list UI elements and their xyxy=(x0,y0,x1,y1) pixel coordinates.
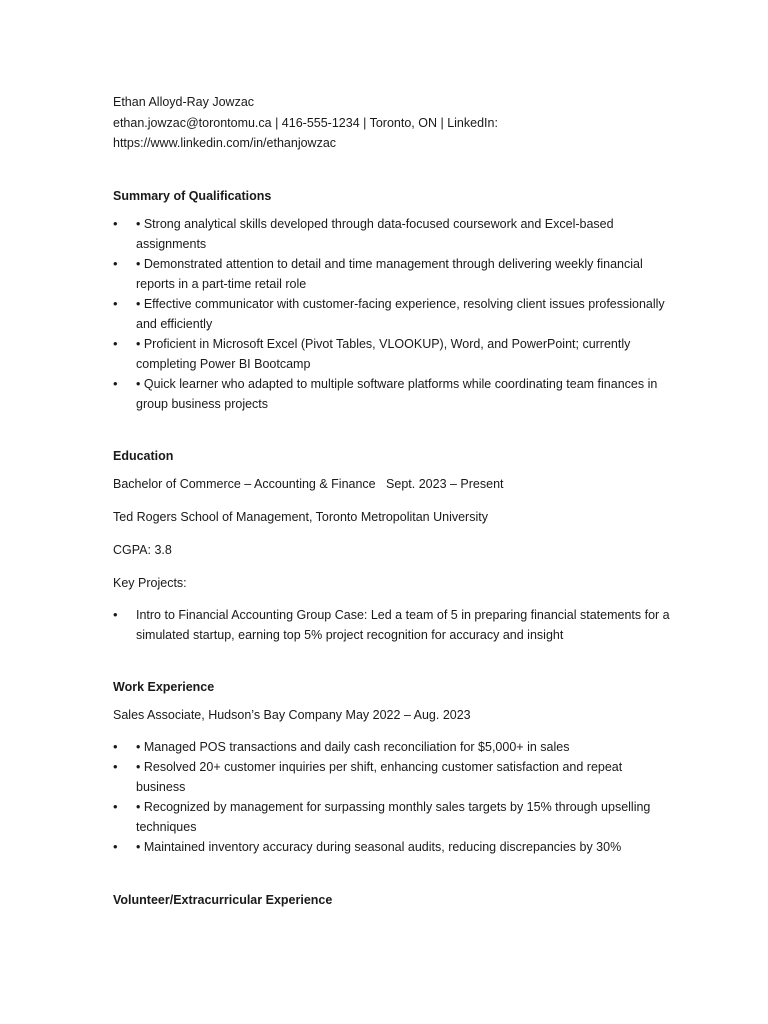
degree-line: Bachelor of Commerce – Accounting & Finance Sept. 2023 – Present xyxy=(113,476,504,491)
bullet-icon: • xyxy=(113,798,118,814)
bullet-icon: • xyxy=(113,295,118,311)
summary-bullet-text: • Proficient in Microsoft Excel (Pivot Tables, VLOOKUP), Word, and PowerPoint; currently completing Power BI Bootcamp xyxy=(136,336,631,371)
bullet-icon: • xyxy=(113,838,118,854)
summary-bullet-text: • Demonstrated attention to detail and time management through delivering weekly financial reports in a part-time retail role xyxy=(136,256,643,291)
list-item xyxy=(113,837,673,857)
linkedin-url: https://www.linkedin.com/in/ethanjowzac xyxy=(113,136,337,150)
volunteer-heading: Volunteer/Extracurricular Experience xyxy=(113,892,333,907)
bullet-icon: • xyxy=(113,375,118,391)
bullet-icon: • xyxy=(113,335,118,351)
key-projects-label: Key Projects: xyxy=(113,575,187,590)
bullet-icon: • xyxy=(113,255,118,271)
bullet-icon: • xyxy=(113,215,118,231)
summary-heading: Summary of Qualifications xyxy=(113,188,272,203)
project-text: Intro to Financial Accounting Group Case: Led a team of 5 in preparing financial statements for a simulated startup, earning top 5% project recognition for accuracy and insight xyxy=(136,607,670,642)
list-item xyxy=(113,374,673,414)
summary-bullet-text: • Quick learner who adapted to multiple software platforms while coordinating team finances in group business projects xyxy=(136,376,658,411)
resume-header xyxy=(113,92,673,154)
list-item xyxy=(113,334,673,374)
list-item xyxy=(113,294,673,334)
work-bullet-text: • Managed POS transactions and daily cash reconciliation for $5,000+ in sales xyxy=(136,739,570,754)
bullet-icon: • xyxy=(113,738,118,754)
list-item xyxy=(113,214,673,254)
candidate-name: Ethan Alloyd-Ray Jowzac xyxy=(113,95,255,109)
bullet-icon: • xyxy=(113,758,118,774)
list-item xyxy=(113,254,673,294)
list-item xyxy=(113,605,673,645)
work-list xyxy=(113,737,673,857)
summary-bullet-text: • Effective communicator with customer-facing experience, resolving client issues professionally and efficiently xyxy=(136,296,665,331)
summary-list xyxy=(113,214,673,414)
summary-bullet-text: • Strong analytical skills developed through data-focused coursework and Excel-based assignments xyxy=(136,216,614,251)
list-item xyxy=(113,757,673,797)
school-line: Ted Rogers School of Management, Toronto Metropolitan University xyxy=(113,509,488,524)
work-role-line: Sales Associate, Hudson’s Bay Company May 2022 – Aug. 2023 xyxy=(113,707,471,722)
work-bullet-text: • Resolved 20+ customer inquiries per shift, enhancing customer satisfaction and repeat business xyxy=(136,759,623,794)
bullet-icon: • xyxy=(113,606,118,622)
education-heading: Education xyxy=(113,448,174,463)
list-item xyxy=(113,797,673,837)
work-heading: Work Experience xyxy=(113,679,215,694)
projects-list xyxy=(113,605,673,645)
resume-page xyxy=(113,92,673,910)
contact-line: ethan.jowzac@torontomu.ca | 416-555-1234 | Toronto, ON | LinkedIn: xyxy=(113,115,498,130)
cgpa-line: CGPA: 3.8 xyxy=(113,542,172,557)
work-bullet-text: • Maintained inventory accuracy during seasonal audits, reducing discrepancies by 30% xyxy=(136,839,622,854)
work-bullet-text: • Recognized by management for surpassing monthly sales targets by 15% through upselling techniques xyxy=(136,799,651,834)
list-item xyxy=(113,737,673,757)
